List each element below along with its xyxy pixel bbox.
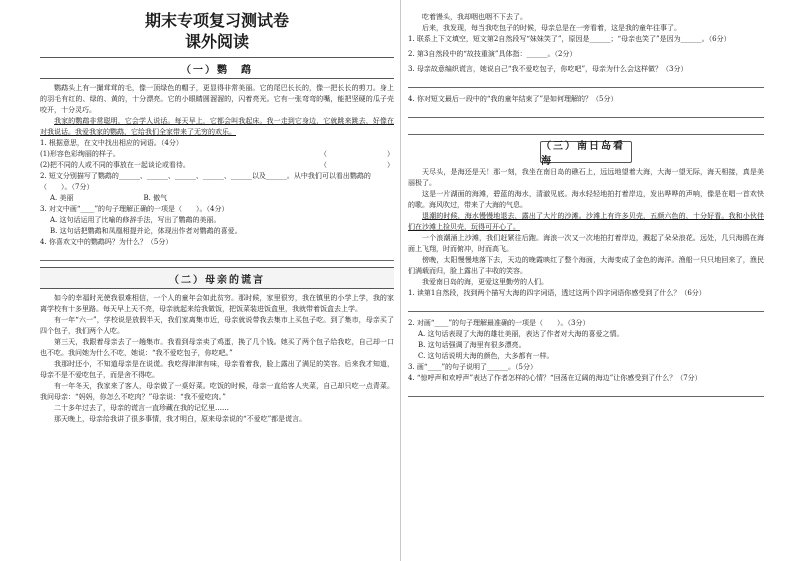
- answer-line[interactable]: [408, 107, 764, 118]
- option[interactable]: B. 这句话把鹦鹉和凤凰相提并论，体现出作者对鹦鹉的喜爱。: [50, 227, 242, 235]
- page-title: 期末专项复习测试卷: [144, 11, 289, 30]
- option[interactable]: A. 这句话表现了大海的雄壮美丽，表达了作者对大海的喜爱之情。: [418, 330, 624, 338]
- section2-question-4: 4. 你对短文最后一段中的“我的童年结束了”是如何理解的？（5分）: [408, 95, 618, 103]
- section2-paragraph: 有一年“六一”，学校说是放假半天，我们家离集市近，母亲就说带我去集市上买包子吃。到了集市，母亲买了四个包子，我们两个人吃。: [40, 316, 394, 335]
- section1-q1-item: [40, 149, 394, 160]
- column-divider: [400, 0, 401, 561]
- section1-paragraph: 我家的鹦鹉非常聪明，它会学人说话。每天早上，它都会叫我起床。我一走到它身边，它就跳来跳去，好像在对我说话。我爱我家的鹦鹉，它给我们全家带来了无穷的欢乐。: [40, 117, 394, 136]
- section2-paragraph: 那天晚上，母亲给我讲了很多事情，我才明白，原来母亲说的“不爱吃”都是谎言。: [54, 415, 307, 423]
- section3-question-2: 2. 对画“____”的句子理解最准确的一项是（ ）。（3分）: [408, 319, 590, 327]
- answer-line[interactable]: [40, 250, 394, 261]
- section2-question-3: 3. 母亲故意编织谎言，她说自己“我不爱吃包子，你吃吧”，母亲为什么会这样做？（3分）: [408, 65, 688, 73]
- section3-paragraph: 这是一片湖面的海滩，碧蓝的海水，清澈见底。海水轻轻地拍打着岸边，发出哗哗的声响，像是在唱一首欢快的歌。海风吹过，带来了大海的气息。: [408, 190, 764, 209]
- q1-item-text: (1)形容色彩绚丽的样子。: [40, 150, 120, 158]
- section2-paragraph: 第三天，我跟着母亲去了一趟集市。我看到母亲卖了鸡蛋，换了几个钱。她买了两个包子给我吃，自己却一口也不吃。我问她为什么不吃，她说：“我不爱吃包子，你吃吧。”: [40, 338, 394, 357]
- option[interactable]: A. 美丽: [50, 194, 74, 202]
- section3-question-4: 4. “惊呼声和欢呼声”表达了作者怎样的心情？“回荡在辽阔的海边”让你感受到了什么？（7分）: [408, 374, 702, 382]
- section3-question-1: 1. 读第1自然段，找到两个描写大海的四字词语，透过这两个四字词语你感受到了什么？（6分）: [408, 289, 706, 297]
- section1-question-4: 4. 你喜欢文中的鹦鹉吗？为什么？（5分）: [40, 238, 173, 246]
- section3-paragraph: 我爱南日岛的海，更爱这里勤劳的人们。: [422, 278, 548, 286]
- left-column: [40, 0, 394, 425]
- section2-heading: （二）母亲的谎言: [40, 267, 394, 289]
- option[interactable]: C. 这句话说明大海的颜色，大多都有一样。: [418, 352, 554, 360]
- answer-paren[interactable]: （ ）: [320, 150, 394, 158]
- section1-question-3: 3. 对文中画“____”的句子理解正确的一项是（ ）。（4分）: [40, 205, 229, 213]
- q1-item-text: (2)把不同的人或不同的事放在一起谈论或看待。: [40, 161, 190, 169]
- section2-continuation: 吃着馒头，我却咽也咽不下去了。: [422, 13, 527, 21]
- section1-question-1: 1. 根据意思，在文中找出相应的词语。（4分）: [40, 139, 183, 147]
- section3-paragraph: 退潮的时候，海水慢慢地退去，露出了大片的沙滩。沙滩上有许多贝壳，五颜六色的，十分好看。我和小伙伴们在沙滩上捡贝壳，玩得可开心了。: [408, 212, 764, 231]
- section2-continuation: 后来，我发现，每当我吃包子的时候，母亲总是在一旁看着，这是我的童年往事了。: [422, 24, 681, 32]
- answer-line[interactable]: [408, 386, 764, 397]
- section3-paragraph: 傍晚，太阳慢慢地落下去，天边的晚霞映红了整个海面，大海变成了金色的海洋。渔船一只只地回来了，渔民们满载而归，脸上露出了丰收的笑容。: [408, 256, 764, 275]
- section2-question-1: 1. 联系上下文填空，短文第2自然段写“妹妹笑了”，原因是______；“母亲也笑了”是因为______。（6分）: [408, 35, 731, 43]
- page-subtitle: 课外阅读: [184, 32, 249, 51]
- section1-heading: （一）鹦 鹉: [40, 57, 394, 79]
- section2-paragraph: 有一年冬天，我家来了客人，母亲做了一桌好菜。吃饭的时候，母亲一直给客人夹菜，自己却只吃一点青菜。我问母亲：“妈妈，你怎么不吃肉？”母亲说：“我不爱吃肉。”: [40, 382, 394, 401]
- section3-question-3: 3. 画“____”的句子说明了______。（5分）: [408, 363, 538, 371]
- section1-paragraph: 鹦鹉头上有一撮茸茸的毛，像一顶绿色的帽子，更显得非常美丽。它的尾巴长长的，像一把长长的剪刀。身上的羽毛有红的、绿的、黄的，十分漂亮。它的小眼睛圆溜溜的，闪着亮光。它有一张弯弯的嘴，能把坚硬的瓜子壳咬开，十分灵巧。: [40, 84, 394, 114]
- right-column: [408, 0, 764, 403]
- answer-paren[interactable]: （ ）: [320, 161, 394, 169]
- section1-question-2: 2. 短文分别描写了鹦鹉的______、______、______、______、______以及______。从中我们可以看出鹦鹉的（ ）。（7分）: [40, 172, 371, 191]
- section1-q1-item: [40, 160, 394, 171]
- option[interactable]: B. 这句话强调了海里有很多漂亮。: [418, 341, 526, 349]
- answer-line[interactable]: [408, 124, 764, 135]
- option[interactable]: A. 这句话运用了比喻的修辞手法，写出了鹦鹉的美丽。: [50, 216, 221, 224]
- section2-paragraph: 如今的幸福时光使我很难相信，一个人的童年会如此贫穷。那时候，家里很穷，我在镇里的小学上学，我的家离学校有十多里路。每天早上天不亮，母亲就起来给我做饭，把饭菜装进饭盒里，我就带着饭盒去上学。: [40, 294, 394, 313]
- answer-line[interactable]: [408, 301, 764, 312]
- section3-paragraph: 一个浪潮涌上沙滩，我们赶紧往后跑。海浪一次又一次地拍打着岸边，溅起了朵朵浪花。远处，几只海鸥在海面上飞翔，时而俯冲，时而高飞。: [408, 234, 764, 253]
- section3-heading: （三）南日岛看海: [540, 141, 632, 163]
- option[interactable]: B. 傲气: [143, 194, 168, 202]
- section2-question-2: 2. 第3自然段中的“故技重演”具体指：______。（2分）: [408, 50, 577, 58]
- section1-q2-options: [40, 193, 394, 204]
- section2-paragraph: 我那时还小，不知道母亲是在说谎。我吃得津津有味，母亲看着我，脸上露出了满足的笑容。后来我才知道，母亲不是不爱吃包子，而是舍不得吃。: [40, 360, 394, 379]
- section2-paragraph: 二十多年过去了，母亲的谎言一直珍藏在我的记忆里……: [54, 404, 229, 412]
- section3-paragraph: 天尽头，是海还是天！那一刻，我坐在南日岛的礁石上，远远地望着大海，大海一望无际，海天相接，真是美丽极了。: [408, 168, 764, 187]
- answer-line[interactable]: [408, 77, 764, 88]
